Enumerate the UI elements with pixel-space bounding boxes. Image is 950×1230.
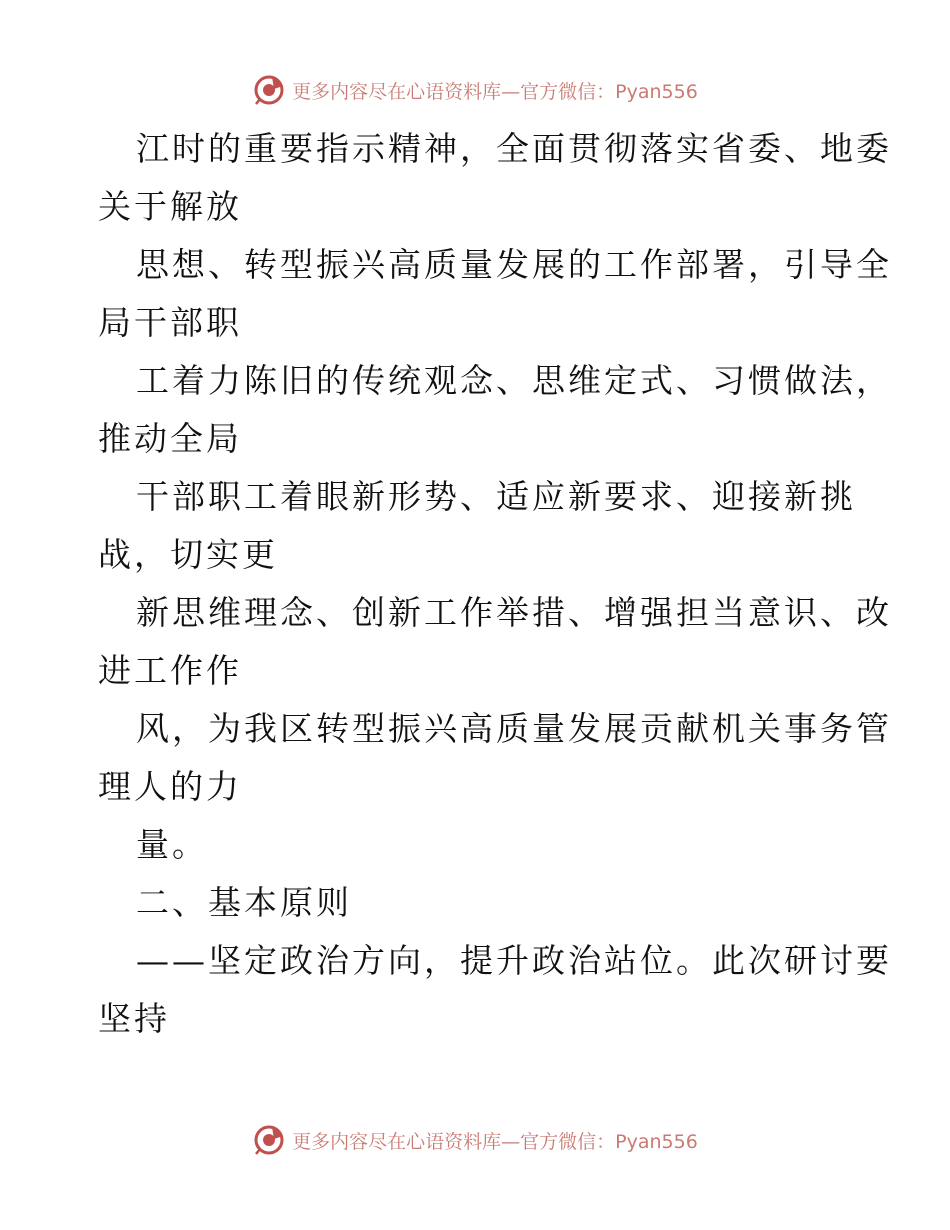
text-line: 坚持: [98, 999, 170, 1038]
text-line: 关于解放: [98, 187, 242, 226]
text-line: 量。: [136, 825, 208, 864]
text-line: 思想、转型振兴高质量发展的工作部署，引导全: [136, 245, 892, 284]
header-watermark: [0, 70, 950, 110]
brand-logo-icon: [252, 1123, 286, 1157]
text-line: 风，为我区转型振兴高质量发展贡献机关事务管: [136, 709, 892, 748]
text-line: 进工作作: [98, 651, 242, 690]
watermark-text: 更多内容尽在心语资料库—官方微信：Pyan556: [292, 80, 698, 103]
footer-watermark: [0, 1120, 950, 1160]
text-line: 理人的力: [98, 767, 242, 806]
watermark-text: 更多内容尽在心语资料库—官方微信：Pyan556: [292, 1130, 698, 1153]
text-line: 工着力陈旧的传统观念、思维定式、习惯做法，: [136, 361, 892, 400]
text-line: 新思维理念、创新工作举措、增强担当意识、改: [136, 593, 892, 632]
text-line: ——坚定政治方向，提升政治站位。此次研讨要: [136, 941, 892, 980]
text-line: 干部职工着眼新形势、适应新要求、迎接新挑: [136, 477, 856, 516]
section-heading: 二、基本原则: [136, 883, 352, 922]
text-line: 战，切实更: [98, 535, 278, 574]
text-line: 推动全局: [98, 419, 242, 458]
brand-logo-icon: [252, 73, 286, 107]
document-body: [98, 120, 892, 1048]
text-line: 局干部职: [98, 303, 242, 342]
text-line: 江时的重要指示精神，全面贯彻落实省委、地委: [136, 129, 892, 168]
